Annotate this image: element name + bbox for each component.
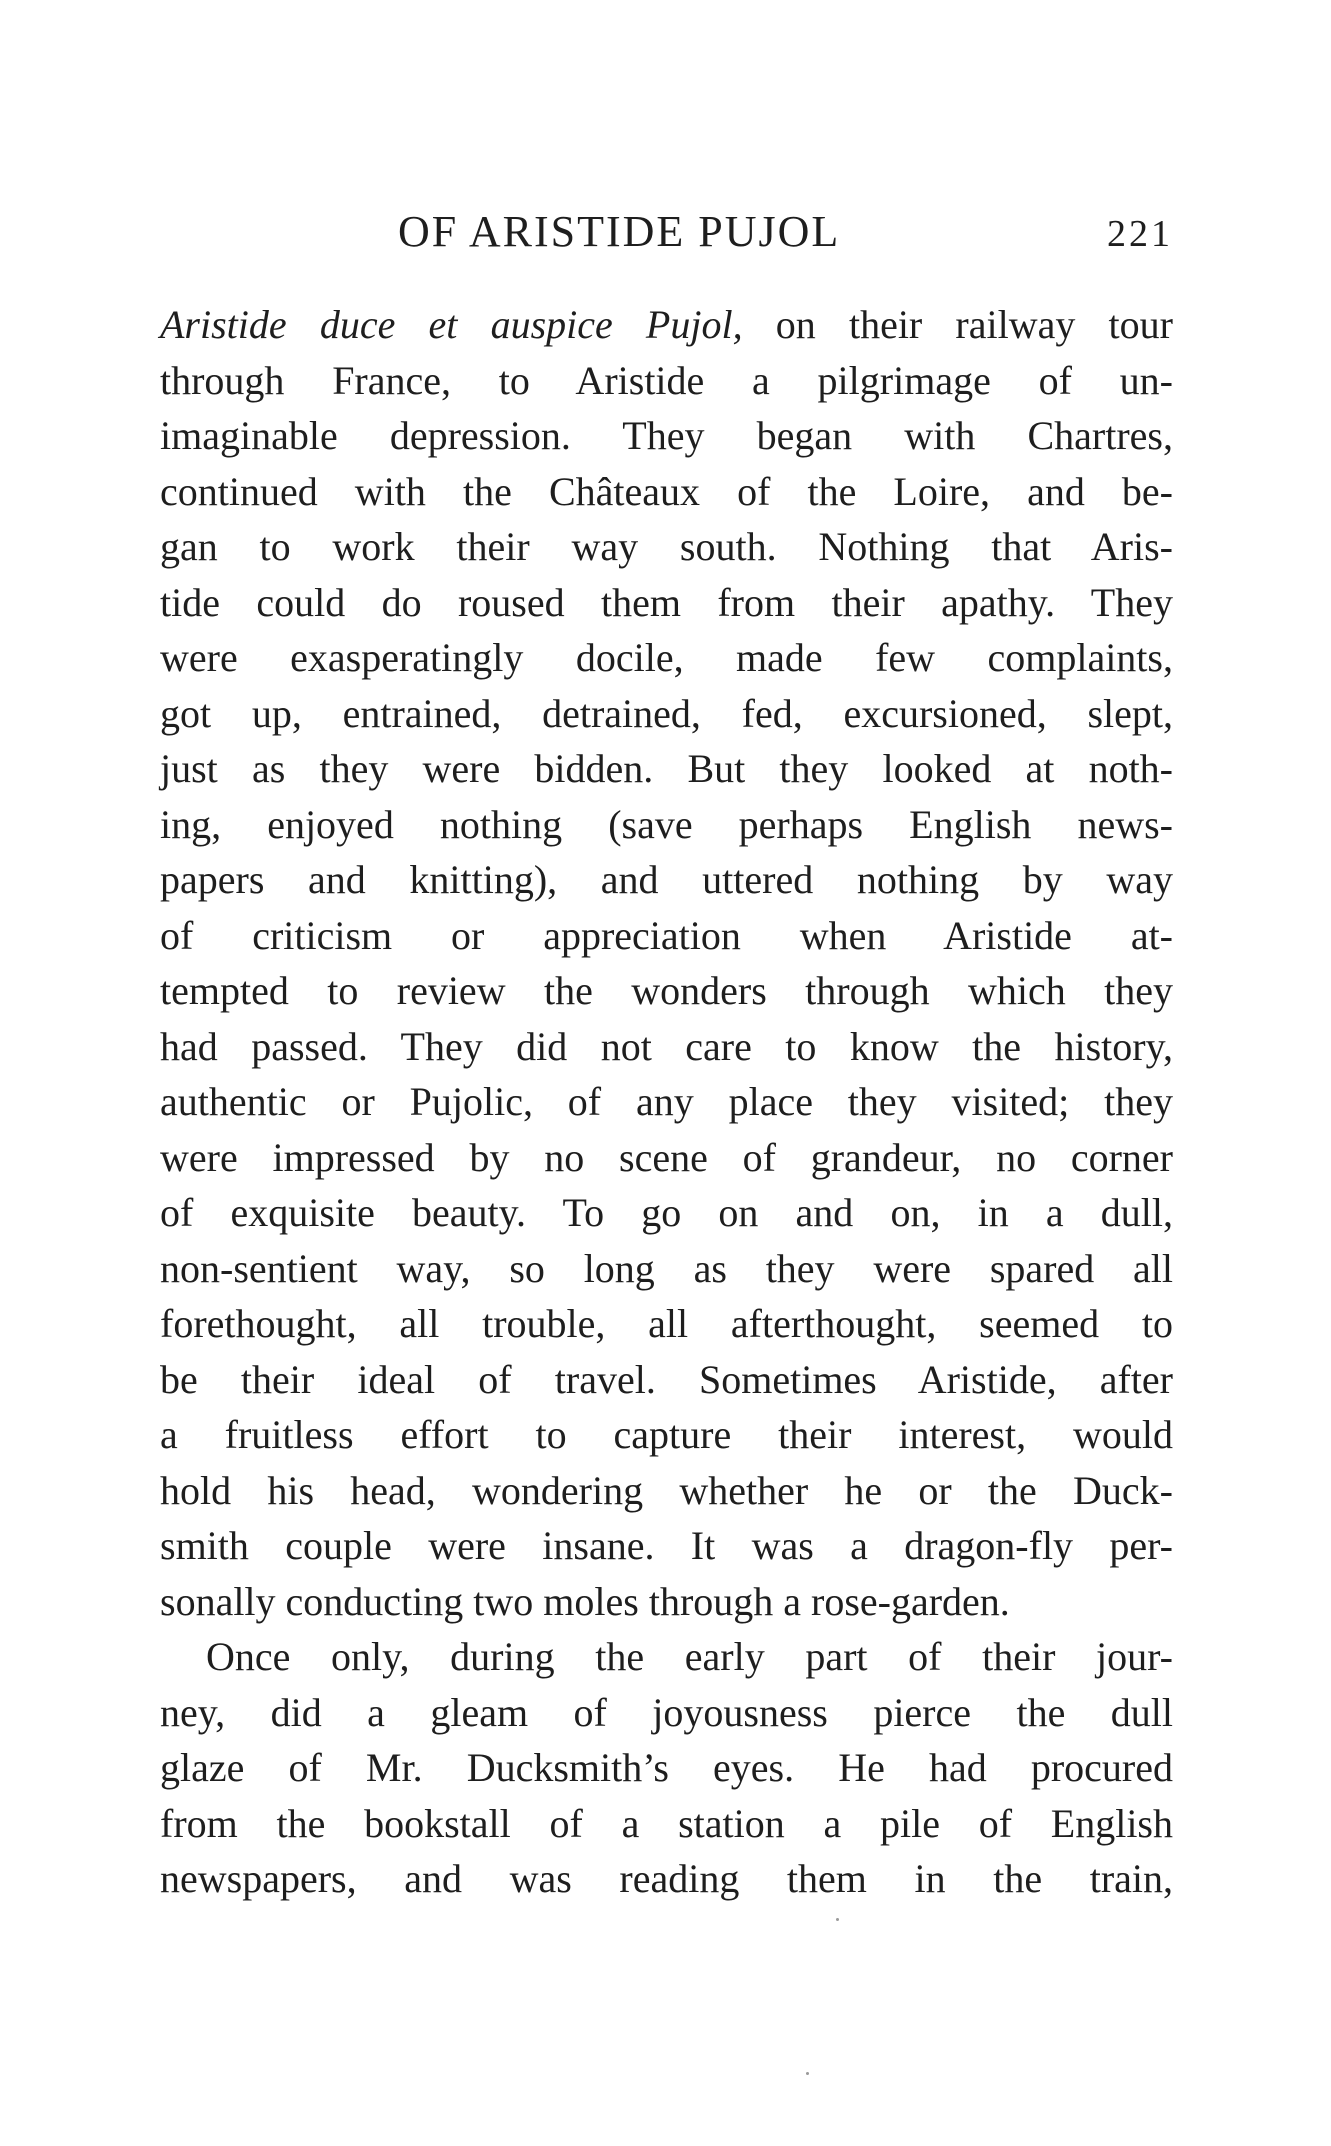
text-line: ing, enjoyed nothing (save perhaps English news- xyxy=(160,801,1173,847)
running-title: OF ARISTIDE PUJOL xyxy=(398,207,841,256)
body-text xyxy=(160,297,1173,1907)
page-number: 221 xyxy=(1107,213,1173,255)
running-head xyxy=(160,200,1173,264)
latin-phrase: Aristide duce et auspice Pujol, xyxy=(160,302,743,347)
text-line: got up, entrained, detrained, fed, excursioned, slept, xyxy=(160,690,1173,736)
text-line: forethought, all trouble, all afterthought, seemed to xyxy=(160,1301,1173,1346)
text-line: were exasperatingly docile, made few complaints, xyxy=(160,635,1173,680)
text-line: ney, did a gleam of joyousness pierce the dull xyxy=(160,1689,1173,1735)
print-speck xyxy=(806,2072,809,2075)
print-speck xyxy=(836,1918,839,1921)
text-line: tide could do roused them from their apathy. They xyxy=(160,579,1173,625)
text-line: had passed. They did not care to know the history, xyxy=(160,1023,1173,1069)
text-line: imaginable depression. They began with Chartres, xyxy=(160,413,1173,458)
text-line: of exquisite beauty. To go on and on, in a dull, xyxy=(160,1190,1173,1235)
text-line: were impressed by no scene of grandeur, no corner xyxy=(160,1134,1173,1180)
line-text: on their railway tour xyxy=(742,302,1173,347)
text-line: continued with the Châteaux of the Loire, and be- xyxy=(160,468,1173,514)
text-line: of criticism or appreciation when Aristide at- xyxy=(160,912,1173,958)
text-line: just as they were bidden. But they looked at noth- xyxy=(160,746,1173,791)
text-line: a fruitless effort to capture their interest, would xyxy=(160,1412,1173,1457)
text-line: papers and knitting), and uttered nothing by way xyxy=(160,857,1173,902)
text-line: from the bookstall of a station a pile of English xyxy=(160,1800,1173,1846)
text-line: hold his head, wondering whether he or the Duck- xyxy=(160,1467,1173,1513)
text-line: sonally conducting two moles through a rose-garden. xyxy=(160,1578,1010,1624)
text-line: tempted to review the wonders through which they xyxy=(160,968,1173,1013)
text-line: smith couple were insane. It was a dragon-fly per- xyxy=(160,1523,1173,1568)
text-line: authentic or Pujolic, of any place they visited; they xyxy=(160,1079,1173,1124)
text-line: be their ideal of travel. Sometimes Aristide, after xyxy=(160,1356,1173,1402)
text-line: newspapers, and was reading them in the train, xyxy=(160,1856,1173,1901)
text-line: Once only, during the early part of their jour- xyxy=(206,1634,1173,1679)
text-line xyxy=(160,297,1173,353)
text-line: glaze of Mr. Ducksmith’s eyes. He had procured xyxy=(160,1745,1173,1790)
text-line: non-sentient way, so long as they were spared all xyxy=(160,1245,1173,1291)
text-line: through France, to Aristide a pilgrimage of un- xyxy=(160,357,1173,403)
text-line: gan to work their way south. Nothing that Aris- xyxy=(160,524,1173,569)
